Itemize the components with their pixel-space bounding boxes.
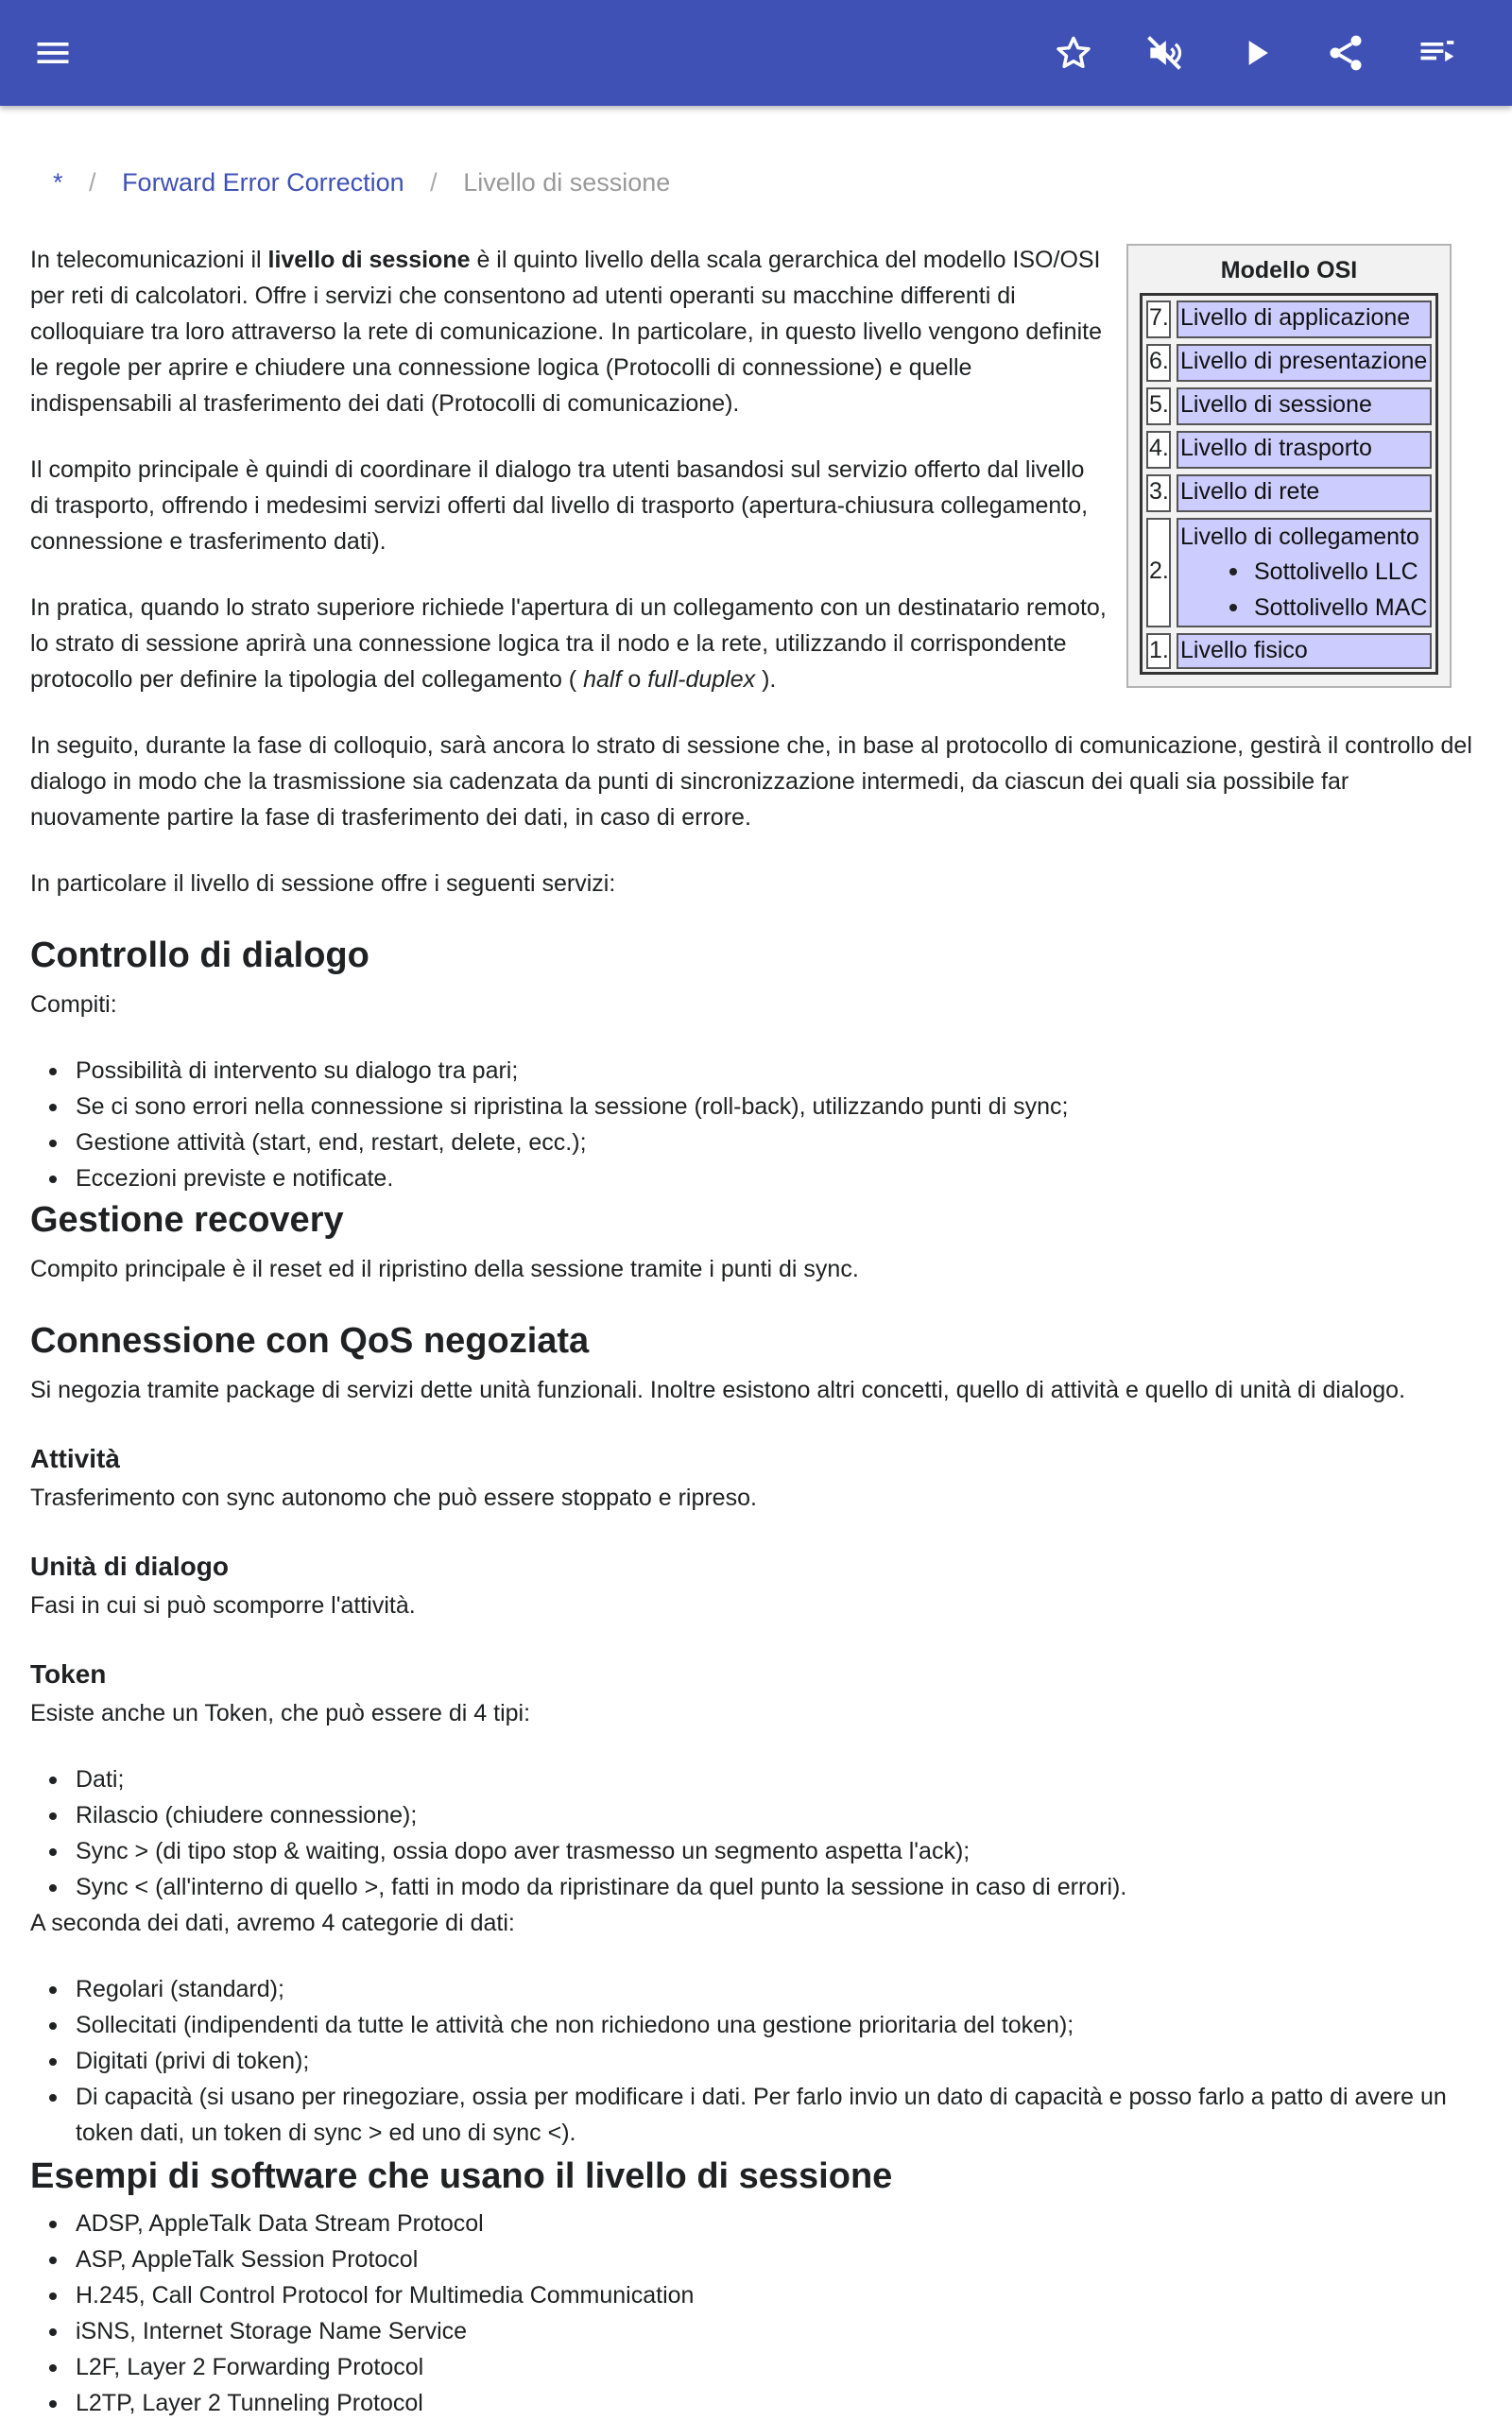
list-item[interactable]: iSNS, Internet Storage Name Service [30, 2313, 1482, 2349]
intro-text: ). [755, 666, 777, 693]
layer-number: 6. [1146, 344, 1171, 382]
token-text: Esiste anche un Token, che può essere di 4 tipi: [30, 1700, 531, 1726]
intro-paragraph-1 [30, 242, 1108, 421]
share-icon[interactable] [1313, 20, 1379, 86]
activity-text: Trasferimento con sync autonomo che può essere stoppato e ripreso. [30, 1485, 757, 1511]
list-item: Se ci sono errori nella connessione si ripristina la sessione (roll-back), utilizzando punti di sync; [30, 1089, 1482, 1125]
list-item: Dati; [30, 1761, 1482, 1797]
heading-qos: Connessione con QoS negoziata [30, 1321, 590, 1361]
layer-number: 4. [1146, 431, 1171, 469]
heading-software-examples: Esempi di software che usano il livello di sessione [30, 2156, 893, 2196]
heading-token: Token [30, 1659, 107, 1689]
data-category-list [30, 1971, 1482, 2151]
menu-icon[interactable] [20, 20, 86, 86]
layer-cell-datalink [1177, 518, 1432, 627]
layer-number: 3. [1146, 474, 1171, 512]
play-icon[interactable] [1223, 20, 1289, 86]
list-item: Sync < (all'interno di quello >, fatti in modo da ripristinare da quel punto la sessione in caso di errori). [30, 1869, 1482, 1905]
intro-text: o [621, 666, 648, 693]
layer-number: 7. [1146, 300, 1171, 338]
data-categories-lead: A seconda dei dati, avremo 4 categorie di dati: [30, 1910, 515, 1936]
layer-link-application[interactable]: Livello di applicazione [1177, 300, 1432, 338]
heading-activity: Attività [30, 1444, 120, 1473]
list-item[interactable]: ADSP, AppleTalk Data Stream Protocol [30, 2206, 1482, 2241]
intro-paragraph-3 [30, 590, 1108, 697]
recovery-text: Compito principale è il reset ed il ripristino della sessione tramite i punti di sync. [30, 1256, 859, 1282]
heading-dialog-control: Controllo di dialogo [30, 936, 369, 975]
list-item: Regolari (standard); [30, 1971, 1482, 2007]
list-item: Digitati (privi di token); [30, 2043, 1482, 2079]
heading-dialog-unit: Unità di dialogo [30, 1552, 229, 1581]
list-item: Possibilità di intervento su dialogo tra pari; [30, 1053, 1482, 1089]
dialog-unit-text: Fasi in cui si può scomporre l'attività. [30, 1592, 416, 1619]
list-item: Sollecitati (indipendenti da tutte le attività che non richiedono una gestione prioritaria del token); [30, 2007, 1482, 2043]
breadcrumb-separator: / [430, 168, 438, 197]
layer-number: 5. [1146, 387, 1171, 425]
playlist-icon[interactable] [1403, 20, 1469, 86]
layer-link-datalink[interactable]: Livello di collegamento [1180, 524, 1419, 550]
star-icon[interactable] [1040, 20, 1107, 86]
dialog-lead: Compiti: [30, 991, 117, 1018]
breadcrumb-current: Livello di sessione [463, 168, 671, 197]
breadcrumb-parent[interactable]: Forward Error Correction [122, 168, 404, 197]
list-item[interactable]: L2F, Layer 2 Forwarding Protocol [30, 2349, 1482, 2385]
breadcrumb-home[interactable]: * [53, 168, 63, 197]
list-item[interactable]: ASP, AppleTalk Session Protocol [30, 2241, 1482, 2277]
list-item: Sync > (di tipo stop & waiting, ossia dopo aver trasmesso un segmento aspetta l'ack); [30, 1833, 1482, 1869]
datalink-sublayers [1209, 554, 1512, 626]
intro-paragraph-4: In seguito, durante la fase di colloquio, sarà ancora lo strato di sessione che, in base al protocollo di comunicazione, gestirà il controllo del dialogo in modo che la trasmissione sia cadenzata da punti di sincronizzazione intermedi, da ciascun dei quali sia possibile far nuovamente partire la fase di trasferimento dei dati, in caso di errore. [30, 732, 1472, 831]
dialog-task-list [30, 1053, 1482, 1196]
osi-layer-table [1140, 293, 1438, 675]
intro-paragraph-5: In particolare il livello di sessione offre i seguenti servizi: [30, 870, 616, 897]
list-item: Gestione attività (start, end, restart, delete, ecc.); [30, 1125, 1482, 1160]
list-item[interactable]: L2TP, Layer 2 Tunneling Protocol [30, 2385, 1482, 2421]
list-item[interactable]: H.245, Call Control Protocol for Multimedia Communication [30, 2277, 1482, 2313]
layer-number: 1. [1146, 633, 1171, 669]
osi-infobox [1126, 244, 1452, 688]
layer-link-session[interactable]: Livello di sessione [1177, 387, 1432, 425]
layer-link-presentation[interactable]: Livello di presentazione [1177, 344, 1432, 382]
intro-text: In pratica, quando lo strato superiore richiede l'apertura di un collegamento con un destinatario remoto, lo strato di sessione aprirà una connessione logica tra il nodo e la rete, utilizzando il corrispondente protocollo per definire la tipologia del collegamento ( [30, 594, 1107, 693]
intro-bold-term: livello di sessione [267, 247, 471, 273]
qos-text: Si negozia tramite package di servizi dette unità funzionali. Inoltre esistono altri concetti, quello di attività e quello di unità di dialogo. [30, 1377, 1406, 1403]
volume-off-icon[interactable] [1131, 20, 1197, 86]
sublayer-llc[interactable]: Sottolivello LLC [1209, 554, 1512, 590]
layer-link-network[interactable]: Livello di rete [1177, 474, 1432, 512]
intro-paragraph-2: Il compito principale è quindi di coordinare il dialogo tra utenti basandosi sul servizio offerto dal livello di trasporto, offrendo i medesimi servizi offerti dal livello di trasporto (apertura-chiusura collegamento, connessione e trasferimento dati). [30, 456, 1089, 555]
list-item: Eccezioni previste e notificate. [30, 1160, 1482, 1196]
heading-recovery: Gestione recovery [30, 1200, 344, 1240]
token-type-list [30, 1761, 1482, 1905]
intro-text: è il quinto livello della scala gerarchica del modello ISO/OSI per reti di calcolatori. Offre i servizi che consentono ad utenti operanti su macchine differenti di colloquiare tra loro attraverso la rete di comunicazione. In particolare, in questo livello vengono definite le regole per aprire e chiudere una connessione logica (Protocolli di connessione) e quelle indispensabili al trasferimento dei dati (Protocolli di comunicazione). [30, 247, 1102, 417]
layer-number [1146, 518, 1171, 627]
layer-link-transport[interactable]: Livello di trasporto [1177, 431, 1432, 469]
layer-link-physical[interactable]: Livello fisico [1177, 633, 1432, 669]
list-item: Di capacità (si usano per rinegoziare, ossia per modificare i dati. Per farlo invio un dato di capacità e posso farlo a patto di avere un token dati, un token di sync > ed uno di sync <). [30, 2079, 1482, 2151]
breadcrumb [53, 168, 670, 197]
sublayer-mac[interactable]: Sottolivello MAC [1209, 590, 1512, 626]
breadcrumb-separator: / [89, 168, 96, 197]
software-list [30, 2206, 1482, 2421]
half-duplex-term: half [583, 666, 622, 693]
app-bar [0, 0, 1512, 106]
infobox-title: Modello OSI [1220, 257, 1358, 283]
intro-text: In telecomunicazioni il [30, 247, 268, 273]
layer-number-text: 2. [1149, 558, 1169, 584]
list-item: Rilascio (chiudere connessione); [30, 1797, 1482, 1833]
full-duplex-term: full-duplex [647, 666, 756, 693]
